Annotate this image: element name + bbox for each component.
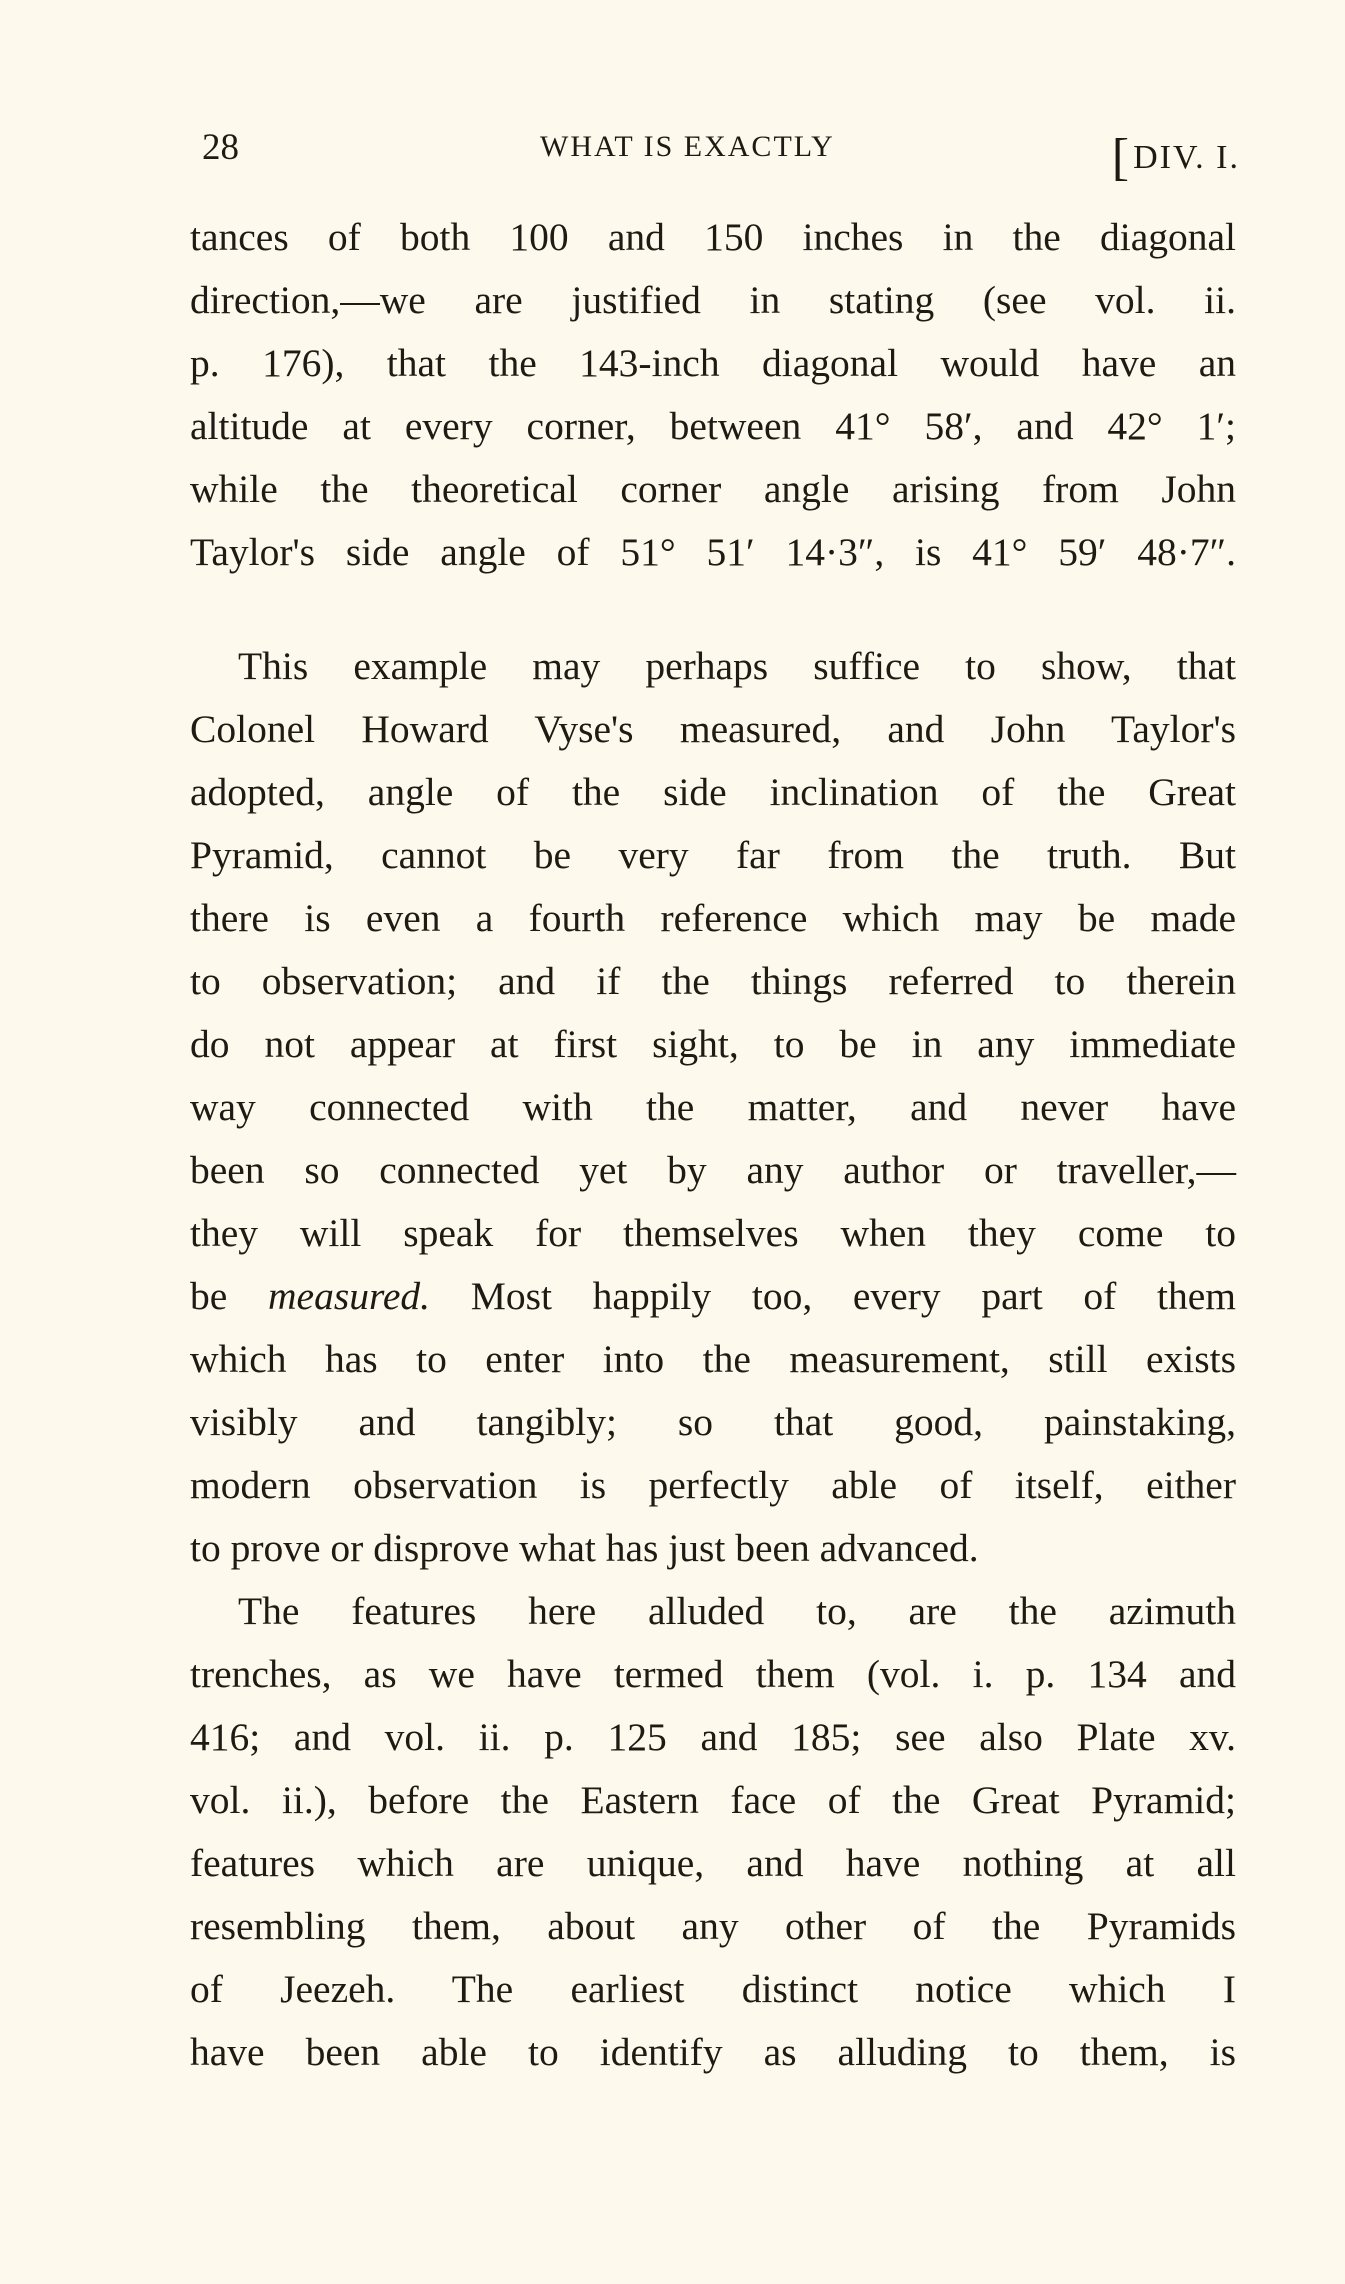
paragraph-gap [190, 584, 1236, 635]
text-line: features which are unique, and have nothing at all [190, 1841, 1236, 1885]
text-line: visibly and tangibly; so that good, painstaking, [190, 1400, 1236, 1444]
text-line: resembling them, about any other of the Pyramids [190, 1904, 1236, 1948]
text-line: trenches, as we have termed them (vol. i. p. 134 and [190, 1652, 1236, 1696]
text-line: while the theoretical corner angle arising from John [190, 467, 1236, 511]
text-line: altitude at every corner, between 41° 58′, and 42° 1′; [190, 404, 1236, 448]
paragraph-1 [190, 206, 1236, 584]
measured-prefix: be [190, 1274, 228, 1318]
text-line: The features here alluded to, are the azimuth [238, 1589, 1236, 1633]
text-line: of Jeezeh. The earliest distinct notice which I [190, 1967, 1236, 2011]
text-line: to prove or disprove what has just been advanced. [190, 1526, 979, 1570]
text-line: they will speak for themselves when they come to [190, 1211, 1236, 1255]
text-line: vol. ii.), before the Eastern face of the Great Pyramid; [190, 1778, 1236, 1822]
text-line: This example may perhaps suffice to show, that [238, 644, 1236, 688]
measured-suffix: Most happily too, every part of them [470, 1274, 1237, 1318]
running-title: WHAT IS EXACTLY [540, 130, 835, 163]
measured-emphasis: measured. [268, 1274, 431, 1318]
text-line: to observation; and if the things referred to therein [190, 959, 1236, 1003]
text-line: tances of both 100 and 150 inches in the diagonal [190, 215, 1236, 259]
body-text [190, 206, 1236, 2084]
division-marker [1111, 122, 1240, 186]
text-line: Taylor's side angle of 51° 51′ 14·3″, is 41° 59′ 48·7″. [190, 530, 1236, 574]
text-line: there is even a fourth reference which may be made [190, 896, 1236, 940]
text-line: do not appear at first sight, to be in any immediate [190, 1022, 1236, 1066]
division-bracket: [ [1111, 129, 1132, 186]
text-line-measured [190, 1265, 1236, 1328]
text-line: p. 176), that the 143-inch diagonal would have an [190, 341, 1236, 385]
text-line: adopted, angle of the side inclination of the Great [190, 770, 1236, 814]
text-line: have been able to identify as alluding to them, is [190, 2030, 1236, 2074]
paragraph-2 [190, 635, 1236, 1580]
text-line: 416; and vol. ii. p. 125 and 185; see also Plate xv. [190, 1715, 1236, 1759]
text-line: Colonel Howard Vyse's measured, and John Taylor's [190, 707, 1236, 751]
text-line: way connected with the matter, and never have [190, 1085, 1236, 1129]
text-line: been so connected yet by any author or traveller,— [190, 1148, 1236, 1192]
text-line: direction,—we are justified in stating (see vol. ii. [190, 278, 1236, 322]
page-number: 28 [202, 127, 239, 168]
division-label: DIV. I. [1133, 139, 1240, 176]
text-line: modern observation is perfectly able of itself, either [190, 1463, 1236, 1507]
text-line: which has to enter into the measurement, still exists [190, 1337, 1236, 1381]
running-head [190, 120, 1240, 186]
text-line: Pyramid, cannot be very far from the truth. But [190, 833, 1236, 877]
paragraph-3 [190, 1580, 1236, 2084]
